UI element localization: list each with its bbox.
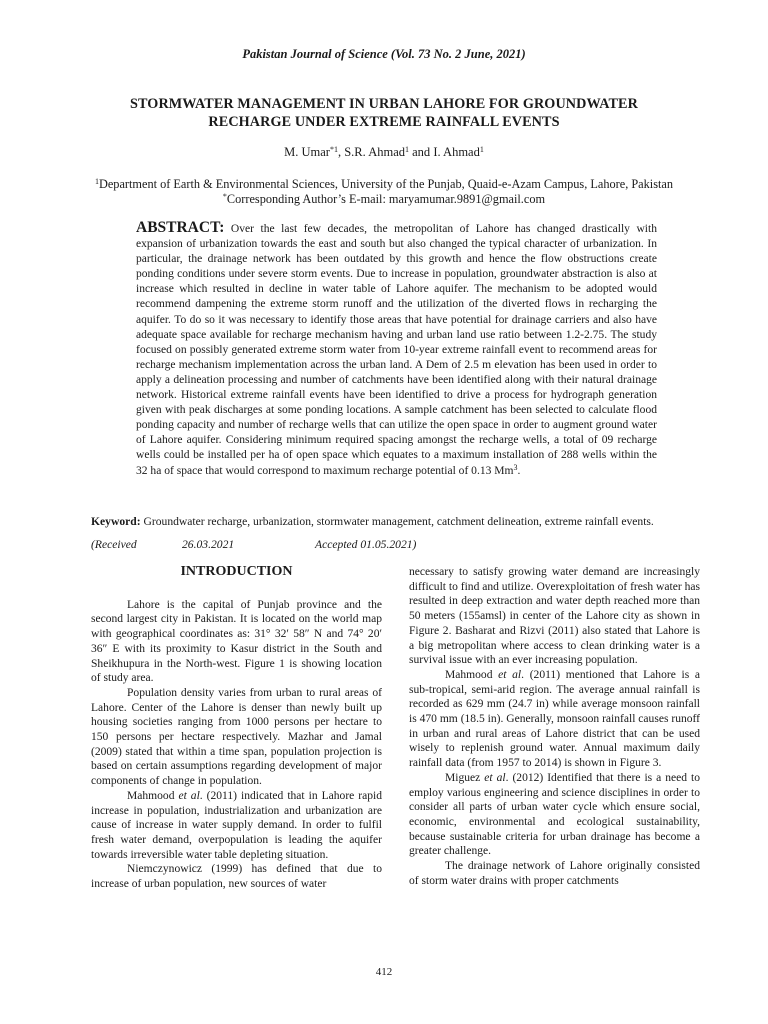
author-affil-mark: *1 xyxy=(329,145,338,154)
affiliation-block xyxy=(0,177,768,207)
author-separator: , xyxy=(337,145,345,159)
received-label: (Received xyxy=(91,538,137,551)
author-name: S.R. Ahmad xyxy=(344,145,405,159)
et-al: et al xyxy=(498,668,522,681)
paragraph: Population density varies from urban to rural areas of Lahore. Center of the Lahore is denser than newly built up housing societies ranging from 1000 persons per hectare to 150 persons per hectare respectively. Mazhar and Jamal (2009) stated that within a time span, population projection is based on certain assumptions regarding development of major components of change in population. xyxy=(91,686,382,788)
journal-header: Pakistan Journal of Science (Vol. 73 No. 2 June, 2021) xyxy=(242,47,526,61)
keyword-text: Groundwater recharge, urbanization, stormwater management, catchment delineation, extreme rainfall events. xyxy=(140,515,654,528)
paragraph xyxy=(409,668,700,771)
paragraph: Lahore is the capital of Punjab province and the second largest city in Pakistan. It is located on the world map with geographical coordinates as: 31° 32′ 58″ N and 74° 20′ 36″ E with its proximity to Kasur district in the South and Sheikhupura in the North-west. Figure 1 is showing location of study area. xyxy=(91,598,382,685)
affiliation-mark: 1 xyxy=(94,177,99,186)
author-affil-mark: 1 xyxy=(405,145,409,154)
affiliation-text: Department of Earth & Environmental Sciences, University of the Punjab, Quaid-e-Azam Campus, Lahore, Pakistan xyxy=(98,177,674,191)
corresponding-author-text: Corresponding Author’s E-mail: maryamumar.9891@gmail.com xyxy=(226,192,546,206)
author-name: I. Ahmad xyxy=(433,145,480,159)
abstract-end: . xyxy=(517,464,521,477)
paragraph: necessary to satisfy growing water demand are increasingly difficult to find and utilize. Overexploitation of fresh water has resulted in deep extraction and water depth reached more than 50 meters (155amsl) in center of the Lahore city as shown in Figure 2. Basharat and Rizvi (2011) also stated that Lahore is a big metropolitan where access to clean drinking water is a survival issue with an ever increasing population. xyxy=(409,566,700,667)
abstract-heading: ABSTRACT: xyxy=(136,219,225,236)
author-name: M. Umar xyxy=(284,145,330,159)
paragraph-text: Miguez xyxy=(445,771,485,784)
author-list xyxy=(0,145,768,160)
keywords xyxy=(91,515,731,528)
introduction-heading: INTRODUCTION xyxy=(180,564,293,579)
paragraph-text: . (2011) mentioned that Lahore is a sub-tropical, semi-arid region. The average annual rainfall is recorded as 629 mm (24.7 in) while average monsoon rainfall is 470 mm (18.5 in). Generally, monsoon rainfall causes runoff in urban and rural areas of Lahore district that can be used wisely to replenish ground water. Annual maximum daily rainfall data (from 1957 to 2014) is shown in Figure 3. xyxy=(409,668,700,770)
abstract-unit-superscript: 3 xyxy=(513,462,518,472)
abstract-text: Over the last few decades, the metropolitan of Lahore has changed drastically with expansion of urbanization towards the east and south but also changed the typical character of urbanization. In particular, the drainage network has been outdated by this growth and hence the flow obstructions create ponding conditions under severe storm events. Due to increase in population, groundwater abstraction is also at increase which resulted in decline in water table of Lahore aquifer. The mechanism to be adopted would recommend dampening the extreme storm runoff and the utilization of the diverted flows in recharging the aquifer. To do so it was necessary to identify those areas that have potential for drainage carriers and also have adequate space available for recharge mechanism having and urban land use ratio between 1.2-2.75. The study focused on possibly generated extreme storm water from 10-year extreme rainfall event to recommend areas for recharge mechanism implementation across the urban land. A Dem of 2.5 m elevation has been used in order to apply a delineation processing and number of catchments have been identified along with their natural drainage network. Historical extreme rainfall events have been identified to drive a process for hydrograph generation given with peak discharges at some ponding locations. A sample catchment has been selected to calculate flood ponding capacity and number of recharge wells that can utilize the open space in order to augment ground water of Lahore aquifer. Considering minimum required spacing amongst the recharge wells, a total of 09 recharge wells could be installed per ha of open space which equates to a maximum installation of 288 wells within the 32 ha of space that would correspond to maximum recharge potential of 0.13 Mm xyxy=(136,223,657,477)
paper-title: STORMWATER MANAGEMENT IN URBAN LAHORE FOR GROUNDWATER RECHARGE UNDER EXTREME RAINFALL EVENTS xyxy=(130,96,638,130)
et-al: et al xyxy=(178,789,200,802)
corresponding-author-line xyxy=(0,192,768,207)
received-date: 26.03.2021 xyxy=(182,538,235,551)
corresponding-mark: * xyxy=(222,192,227,201)
keyword-label: Keyword: xyxy=(91,515,141,528)
paragraph: The drainage network of Lahore originally consisted of storm water drains with proper catchments xyxy=(409,860,700,887)
left-column xyxy=(91,565,382,892)
affiliation-line xyxy=(0,177,768,192)
author-affil-mark: 1 xyxy=(479,145,484,154)
paragraph: Niemczynowicz (1999) has defined that due to increase of urban population, new sources of water xyxy=(91,863,382,891)
page-number: 412 xyxy=(375,966,393,978)
et-al: et al xyxy=(484,771,506,784)
paragraph xyxy=(409,771,700,859)
received-accepted-line xyxy=(91,538,731,554)
abstract xyxy=(136,220,657,479)
author-separator: and xyxy=(409,145,434,159)
paragraph-text: . (2011) indicated that in Lahore rapid increase in population, industrialization and urbanization are cause of increase in water supply demand. In order to fulfil fresh water demand, overpopulation is leading the aquifer towards irreversible water table depleting situation. xyxy=(91,789,383,861)
accepted-date: Accepted 01.05.2021) xyxy=(315,538,417,551)
paragraph-text: Mahmood xyxy=(127,789,179,802)
paragraph xyxy=(91,789,382,863)
paragraph-text: Mahmood xyxy=(445,668,499,681)
paragraph-text: . (2012) Identified that there is a need to employ various engineering and science disciplines in order to consider all parts of urban water cycle which ensure social, economic, environmental and ecological sustainability, because sustainable criteria for urban drainage has become a greater challenge. xyxy=(409,771,700,858)
right-column xyxy=(409,565,700,888)
